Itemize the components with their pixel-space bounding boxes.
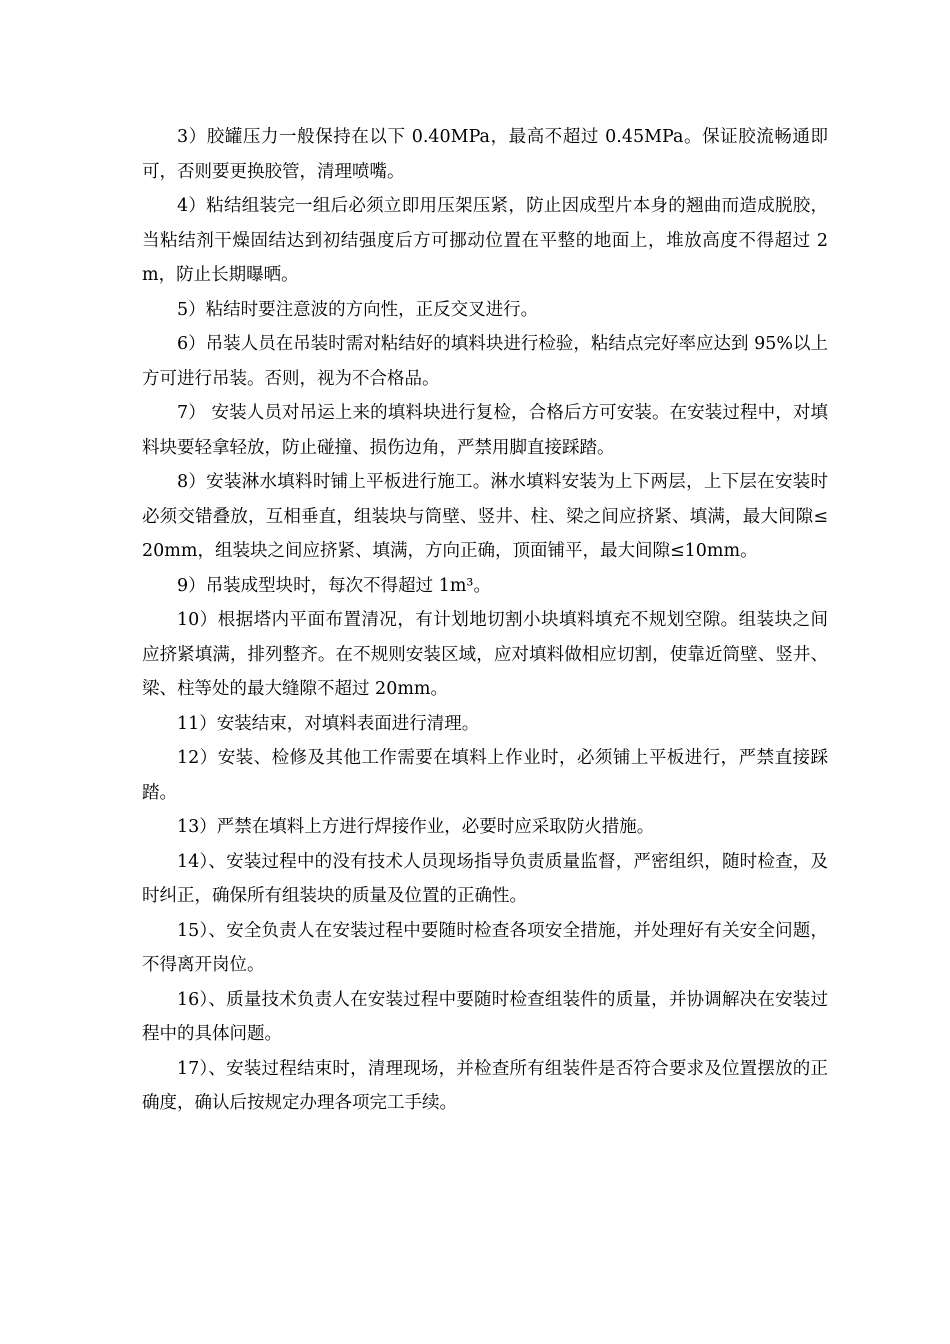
- paragraph-16: 16）、质量技术负责人在安装过程中要随时检查组装件的质量，并协调解决在安装过程中的具体问题。: [142, 989, 828, 1044]
- paragraph-10: 10）根据塔内平面布置清况，有计划地切割小块填料填充不规划空隙。组装块之间应挤紧填满，排列整齐。在不规则安装区域，应对填料做相应切割，使靠近筒壁、竖井、梁、柱等处的最大缝隙不超过 20mm。: [142, 610, 828, 699]
- paragraph-17: 17）、安装过程结束时，清理现场，并检查所有组装件是否符合要求及位置摆放的正确度，确认后按规定办理各项完工手续。: [142, 1058, 828, 1113]
- paragraph-5: 5）粘结时要注意波的方向性，正反交叉进行。: [177, 299, 539, 320]
- paragraph-7: 7） 安装人员对吊运上来的填料块进行复检，合格后方可安装。在安装过程中，对填料块要轻拿轻放，防止碰撞、损伤边角，严禁用脚直接踩踏。: [142, 403, 828, 458]
- paragraph-3: 3）胶罐压力一般保持在以下 0.40MPa，最高不超过 0.45MPa。保证胶流畅通即可，否则要更换胶管，清理喷嘴。: [142, 127, 828, 182]
- paragraph-15: 15）、安全负责人在安装过程中要随时检查各项安全措施，并处理好有关安全问题，不得离开岗位。: [142, 920, 828, 975]
- paragraph-12: 12）安装、检修及其他工作需要在填料上作业时，必须铺上平板进行，严禁直接踩踏。: [142, 748, 828, 803]
- paragraph-4: 4）粘结组装完一组后必须立即用压架压紧，防止因成型片本身的翘曲而造成脱胶，当粘结剂干燥固结达到初结强度后方可挪动位置在平整的地面上，堆放高度不得超过 2m，防止长期曝晒。: [142, 196, 828, 285]
- paragraph-9: 9）吊装成型块时，每次不得超过 1m³。: [177, 575, 491, 596]
- paragraph-11: 11）安装结束，对填料表面进行清理。: [177, 713, 480, 734]
- document-body: [142, 120, 828, 1121]
- paragraph-13: 13）严禁在填料上方进行焊接作业，必要时应采取防火措施。: [177, 817, 655, 837]
- paragraph-6: 6）吊装人员在吊装时需对粘结好的填料块进行检验，粘结点完好率应达到 95%以上方可进行吊装。否则，视为不合格品。: [142, 334, 828, 389]
- paragraph-8: 8）安装淋水填料时铺上平板进行施工。淋水填料安装为上下两层，上下层在安装时必须交错叠放，互相垂直，组装块与筒壁、竖井、柱、梁之间应挤紧、填满，最大间隙≤20mm，组装块之间应挤紧、填满，方向正确，顶面铺平，最大间隙≤10mm。: [142, 472, 828, 561]
- paragraph-14: 14）、安装过程中的没有技术人员现场指导负责质量监督，严密组织，随时检查，及时纠正，确保所有组装块的质量及位置的正确性。: [142, 851, 828, 906]
